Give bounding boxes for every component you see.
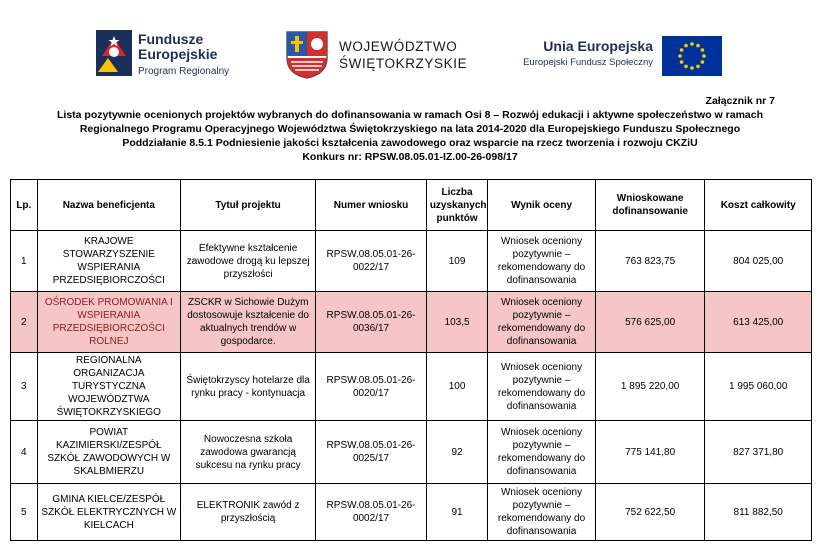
annex-label: Załącznik nr 7	[705, 95, 775, 107]
fe-logo-line3: Program Regionalny	[138, 66, 230, 77]
col-header-punkty: Liczba uzyskanych punktów	[426, 180, 487, 231]
cell-tytul: ZSCKR w Sichowie Dużym dostosowuje kształcenie do aktualnych trendów w gospodarce.	[181, 292, 316, 353]
cell-punkty: 109	[426, 231, 487, 292]
cell-numer: RPSW.08.05.01-26-0022/17	[316, 231, 427, 292]
cell-numer: RPSW.08.05.01-26-0036/17	[316, 292, 427, 353]
cell-lp: 3	[11, 353, 38, 421]
cell-punkty: 103,5	[426, 292, 487, 353]
cell-koszt: 613 425,00	[705, 292, 812, 353]
cell-tytul: Nowoczesna szkoła zawodowa gwarancją sukcesu na rynku pracy	[181, 421, 316, 484]
cell-tytul: ELEKTRONIK zawód z przyszłością	[181, 484, 316, 541]
col-header-numer: Numer wniosku	[316, 180, 427, 231]
cell-dofinansowanie: 1 895 220,00	[595, 353, 705, 421]
cell-koszt: 804 025,00	[705, 231, 812, 292]
col-header-beneficjent: Nazwa beneficjenta	[37, 180, 180, 231]
ws-logo-line1: WOJEWÓDZTWO	[339, 39, 458, 54]
cell-beneficjent: OŚRODEK PROMOWANIA I WSPIERANIA PRZEDSIĘBIORCZOŚCI ROLNEJ	[37, 292, 180, 353]
cell-punkty: 92	[426, 421, 487, 484]
cell-numer: RPSW.08.05.01-26-0002/17	[316, 484, 427, 541]
cell-wynik: Wniosek oceniony pozytywnie – rekomendowany do dofinansowania	[488, 231, 596, 292]
unia-europejska-logo	[508, 36, 728, 81]
title-line2: Regionalnego Programu Operacyjnego Województwa Świętokrzyskiego na lata 2014-2020 dla Europejskiego Funduszu Społecznego	[79, 123, 741, 135]
fundusze-europejskie-emblem-icon	[92, 28, 136, 78]
cell-wynik: Wniosek oceniony pozytywnie – rekomendowany do dofinansowania	[488, 421, 596, 484]
col-header-tytul: Tytuł projektu	[181, 180, 316, 231]
cell-wynik: Wniosek oceniony pozytywnie – rekomendowany do dofinansowania	[488, 484, 596, 541]
cell-beneficjent: POWIAT KAZIMIERSKI/ZESPÓŁ SZKÓŁ ZAWODOWYCH W SKALBMIERZU	[37, 421, 180, 484]
cell-wynik: Wniosek oceniony pozytywnie – rekomendowany do dofinansowania	[488, 353, 596, 421]
ws-logo-line2: ŚWIĘTOKRZYSKIE	[339, 56, 468, 71]
fundusze-europejskie-logo	[92, 26, 252, 81]
cell-beneficjent: KRAJOWE STOWARZYSZENIE WSPIERANIA PRZEDSIĘBIORCZOŚCI	[37, 231, 180, 292]
cell-numer: RPSW.08.05.01-26-0020/17	[316, 353, 427, 421]
col-header-koszt: Koszt całkowity	[705, 180, 812, 231]
table-row-highlighted	[11, 292, 812, 353]
cell-lp: 1	[11, 231, 38, 292]
fe-logo-line2: Europejskie	[138, 46, 218, 62]
cell-koszt: 811 882,50	[705, 484, 812, 541]
col-header-dofinansowanie: Wnioskowane dofinansowanie	[595, 180, 705, 231]
cell-dofinansowanie: 775 141,80	[595, 421, 705, 484]
swietokrzyskie-crest-icon	[285, 30, 329, 80]
cell-dofinansowanie: 763 823,75	[595, 231, 705, 292]
table-row	[11, 353, 812, 421]
cell-numer: RPSW.08.05.01-26-0025/17	[316, 421, 427, 484]
fe-logo-line1: Fundusze	[138, 31, 204, 47]
projects-table	[10, 179, 812, 541]
cell-lp: 4	[11, 421, 38, 484]
table-header-row	[11, 180, 812, 231]
cell-koszt: 1 995 060,00	[705, 353, 812, 421]
title-line3: Poddziałanie 8.5.1 Podniesienie jakości kształcenia zawodowego oraz wsparcie na rzecz tworzenia i rozwoju CKZiU	[122, 137, 698, 149]
cell-dofinansowanie: 576 625,00	[595, 292, 705, 353]
col-header-lp: Lp.	[11, 180, 38, 231]
eu-flag-icon	[662, 36, 722, 76]
ue-logo-line1: Unia Europejska	[543, 38, 653, 54]
table-row	[11, 421, 812, 484]
cell-punkty: 91	[426, 484, 487, 541]
ue-logo-line2: Europejski Fundusz Społeczny	[523, 57, 653, 68]
cell-beneficjent: REGIONALNA ORGANIZACJA TURYSTYCZNA WOJEWÓDZTWA ŚWIĘTOKRZYSKIEGO	[37, 353, 180, 421]
title-line4: Konkurs nr: RPSW.08.05.01-IZ.00-26-098/17	[302, 151, 518, 163]
cell-wynik: Wniosek oceniony pozytywnie – rekomendowany do dofinansowania	[488, 292, 596, 353]
wojewodztwo-swietokrzyskie-logo	[285, 30, 468, 80]
cell-lp: 2	[11, 292, 38, 353]
cell-punkty: 100	[426, 353, 487, 421]
cell-koszt: 827 371,80	[705, 421, 812, 484]
cell-beneficjent: GMINA KIELCE/ZESPÓŁ SZKÓŁ ELEKTRYCZNYCH W KIELCACH	[37, 484, 180, 541]
col-header-wynik: Wynik oceny	[488, 180, 596, 231]
table-row	[11, 231, 812, 292]
cell-lp: 5	[11, 484, 38, 541]
cell-tytul: Świętokrzyscy hotelarze dla rynku pracy - kontynuacja	[181, 353, 316, 421]
document-title	[40, 108, 780, 164]
table-row	[11, 484, 812, 541]
cell-dofinansowanie: 752 622,50	[595, 484, 705, 541]
title-line1: Lista pozytywnie ocenionych projektów wybranych do dofinansowania w ramach Osi 8 – Rozwój edukacji i aktywne społeczeństwo w ramach	[56, 109, 763, 121]
cell-tytul: Efektywne kształcenie zawodowe drogą ku lepszej przyszłości	[181, 231, 316, 292]
